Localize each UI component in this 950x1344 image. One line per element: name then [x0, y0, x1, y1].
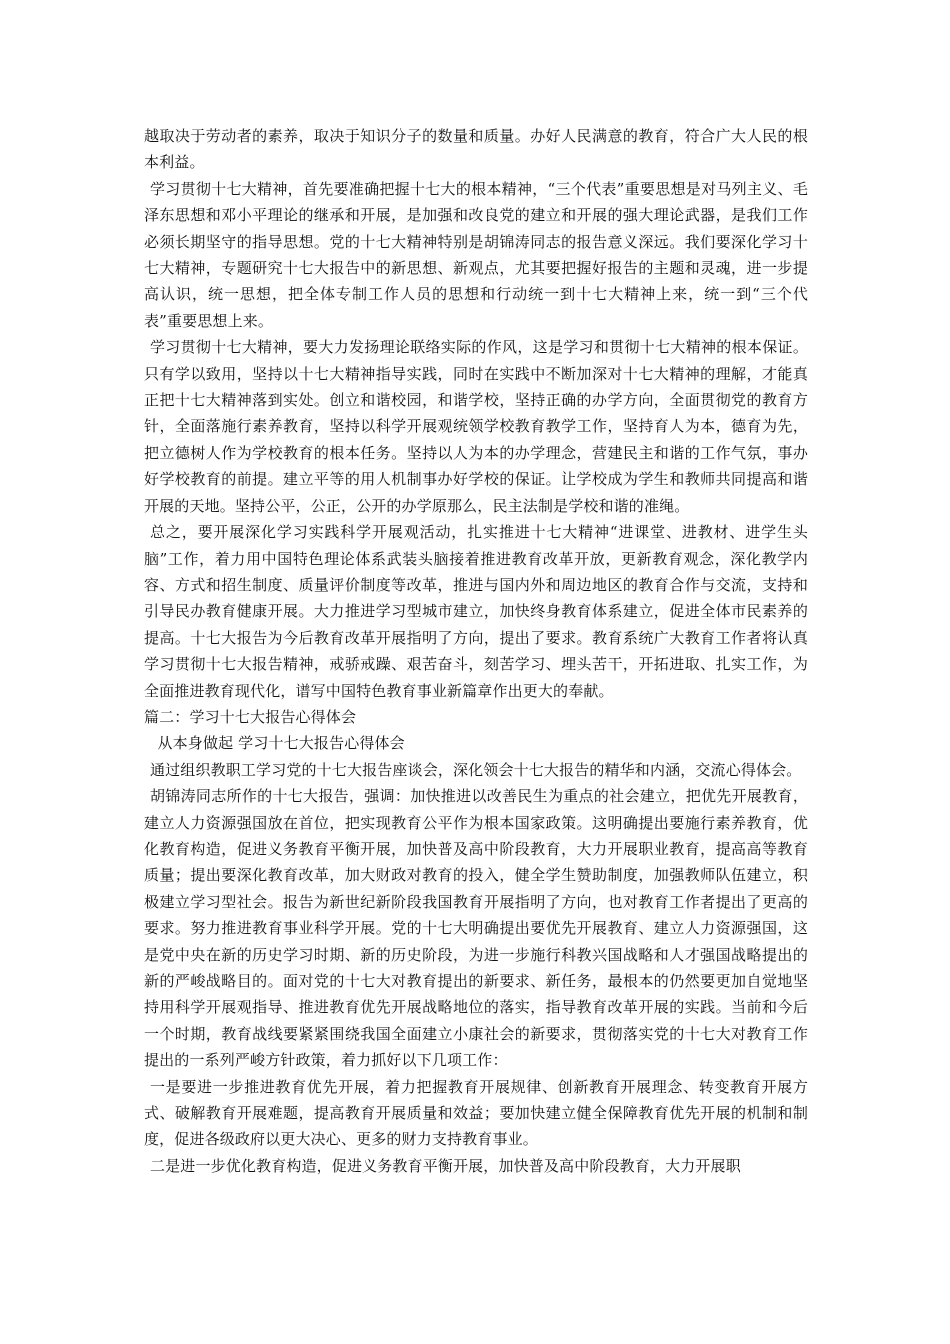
paragraph-2: 学习贯彻十七大精神，首先要准确把握十七大的根本精神，“三个代表”重要思想是对马列主义、毛泽东思想和邓小平理论的继承和开展，是加强和改良党的建立和开展的强大理论武器，是我们工作必须长期坚守的指导思想。党的十七大精神特别是胡锦涛同志的报告意义深远。我们要深化学习十七大精神，专题研究十七大报告中的新思想、新观点，尤其要把握好报告的主题和灵魂，进一步提高认识，统一思想，把全体专制工作人员的思想和行动统一到十七大精神上来，统一到“三个代表”重要思想上来。	[144, 179, 808, 330]
paragraph-7: 一是要进一步推进教育优先开展，着力把握教育开展规律、创新教育开展理念、转变教育开展方式、破解教育开展难题，提高教育开展质量和效益；要加快建立健全保障教育优先开展的机制和制度，促进各级政府以更大决心、更多的财力支持教育事业。	[144, 1077, 808, 1149]
document-page	[144, 123, 808, 1179]
paragraph-4: 总之，要开展深化学习实践科学开展观活动，扎实推进十七大精神“进课堂、进教材、进学生头脑”工作，着力用中国特色理论体系武装头脑接着推进教育改革开放，更新教育观念，深化教学内容、方式和招生制度、质量评价制度等改革，推进与国内外和周边地区的教育合作与交流，支持和引导民办教育健康开展。大力推进学习型城市建立，加快终身教育体系建立，促进全体市民素养的提高。十七大报告为今后教育改革开展指明了方向，提出了要求。教育系统广大教育工作者将认真学习贯彻十七大报告精神，戒骄戒躁、艰苦奋斗，刻苦学习、埋头苦干，开拓进取、扎实工作，为全面推进教育现代化，谱写中国特色教育事业新篇章作出更大的奉献。	[144, 523, 808, 700]
section-subtitle: 从本身做起 学习十七大报告心得体会	[157, 734, 405, 753]
paragraph-5: 通过组织教职工学习党的十七大报告座谈会，深化领会十七大报告的精华和内涵，交流心得体会。	[150, 760, 802, 779]
paragraph-3: 学习贯彻十七大精神，要大力发扬理论联络实际的作风，这是学习和贯彻十七大精神的根本保证。只有学以致用，坚持以十七大精神指导实践，同时在实践中不断加深对十七大精神的理解，才能真正把十七大精神落到实处。创立和谐校园，和谐学校，坚持正确的办学方向，全面贯彻党的教育方针，全面落施行素养教育，坚持以科学开展观统领学校教育教学工作，坚持育人为本，德育为先，把立德树人作为学校教育的根本任务。坚持以人为本的办学理念，营建民主和谐的工作气氛，事办好学校教育的前提。建立平等的用人机制事办好学校的保证。让学校成为学生和教师共同提高和谐开展的天地。坚持公平，公正，公开的办学原那么，民主法制是学校和谐的准绳。	[144, 338, 808, 515]
section-heading: 篇二：学习十七大报告心得体会	[144, 707, 357, 726]
paragraph-6: 胡锦涛同志所作的十七大报告，强调：加快推进以改善民生为重点的社会建立，把优先开展教育，建立人力资源强国放在首位，把实现教育公平作为根本国家政策。这明确提出要施行素养教育，优化教育构造，促进义务教育平衡开展，加快普及高中阶段教育，大力开展职业教育，提高高等教育质量；提出要深化教育改革，加大财政对教育的投入，健全学生赞助制度，加强教师队伍建立，积极建立学习型社会。报告为新世纪新阶段我国教育开展指明了方向，也对教育工作者提出了更高的要求。努力推进教育事业科学开展。党的十七大明确提出要优先开展教育、建立人力资源强国，这是党中央在新的历史学习时期、新的历史阶段，为进一步施行科教兴国战略和人才强国战略提出的新的严峻战略目的。面对党的十七大对教育提出的新要求、新任务，最根本的仍然要更加自觉地坚持用科学开展观指导、推进教育优先开展战略地位的落实，指导教育改革开展的实践。当前和今后一个时期，教育战线要紧紧围绕我国全面建立小康社会的新要求，贯彻落实党的十七大对教育工作提出的一系列严峻方针政策，着力抓好以下几项工作：	[144, 787, 808, 1070]
paragraph-8: 二是进一步优化教育构造，促进义务教育平衡开展，加快普及高中阶段教育，大力开展职	[150, 1156, 741, 1175]
paragraph-1: 越取决于劳动者的素养，取决于知识分子的数量和质量。办好人民满意的教育，符合广大人民的根本利益。	[144, 127, 808, 172]
